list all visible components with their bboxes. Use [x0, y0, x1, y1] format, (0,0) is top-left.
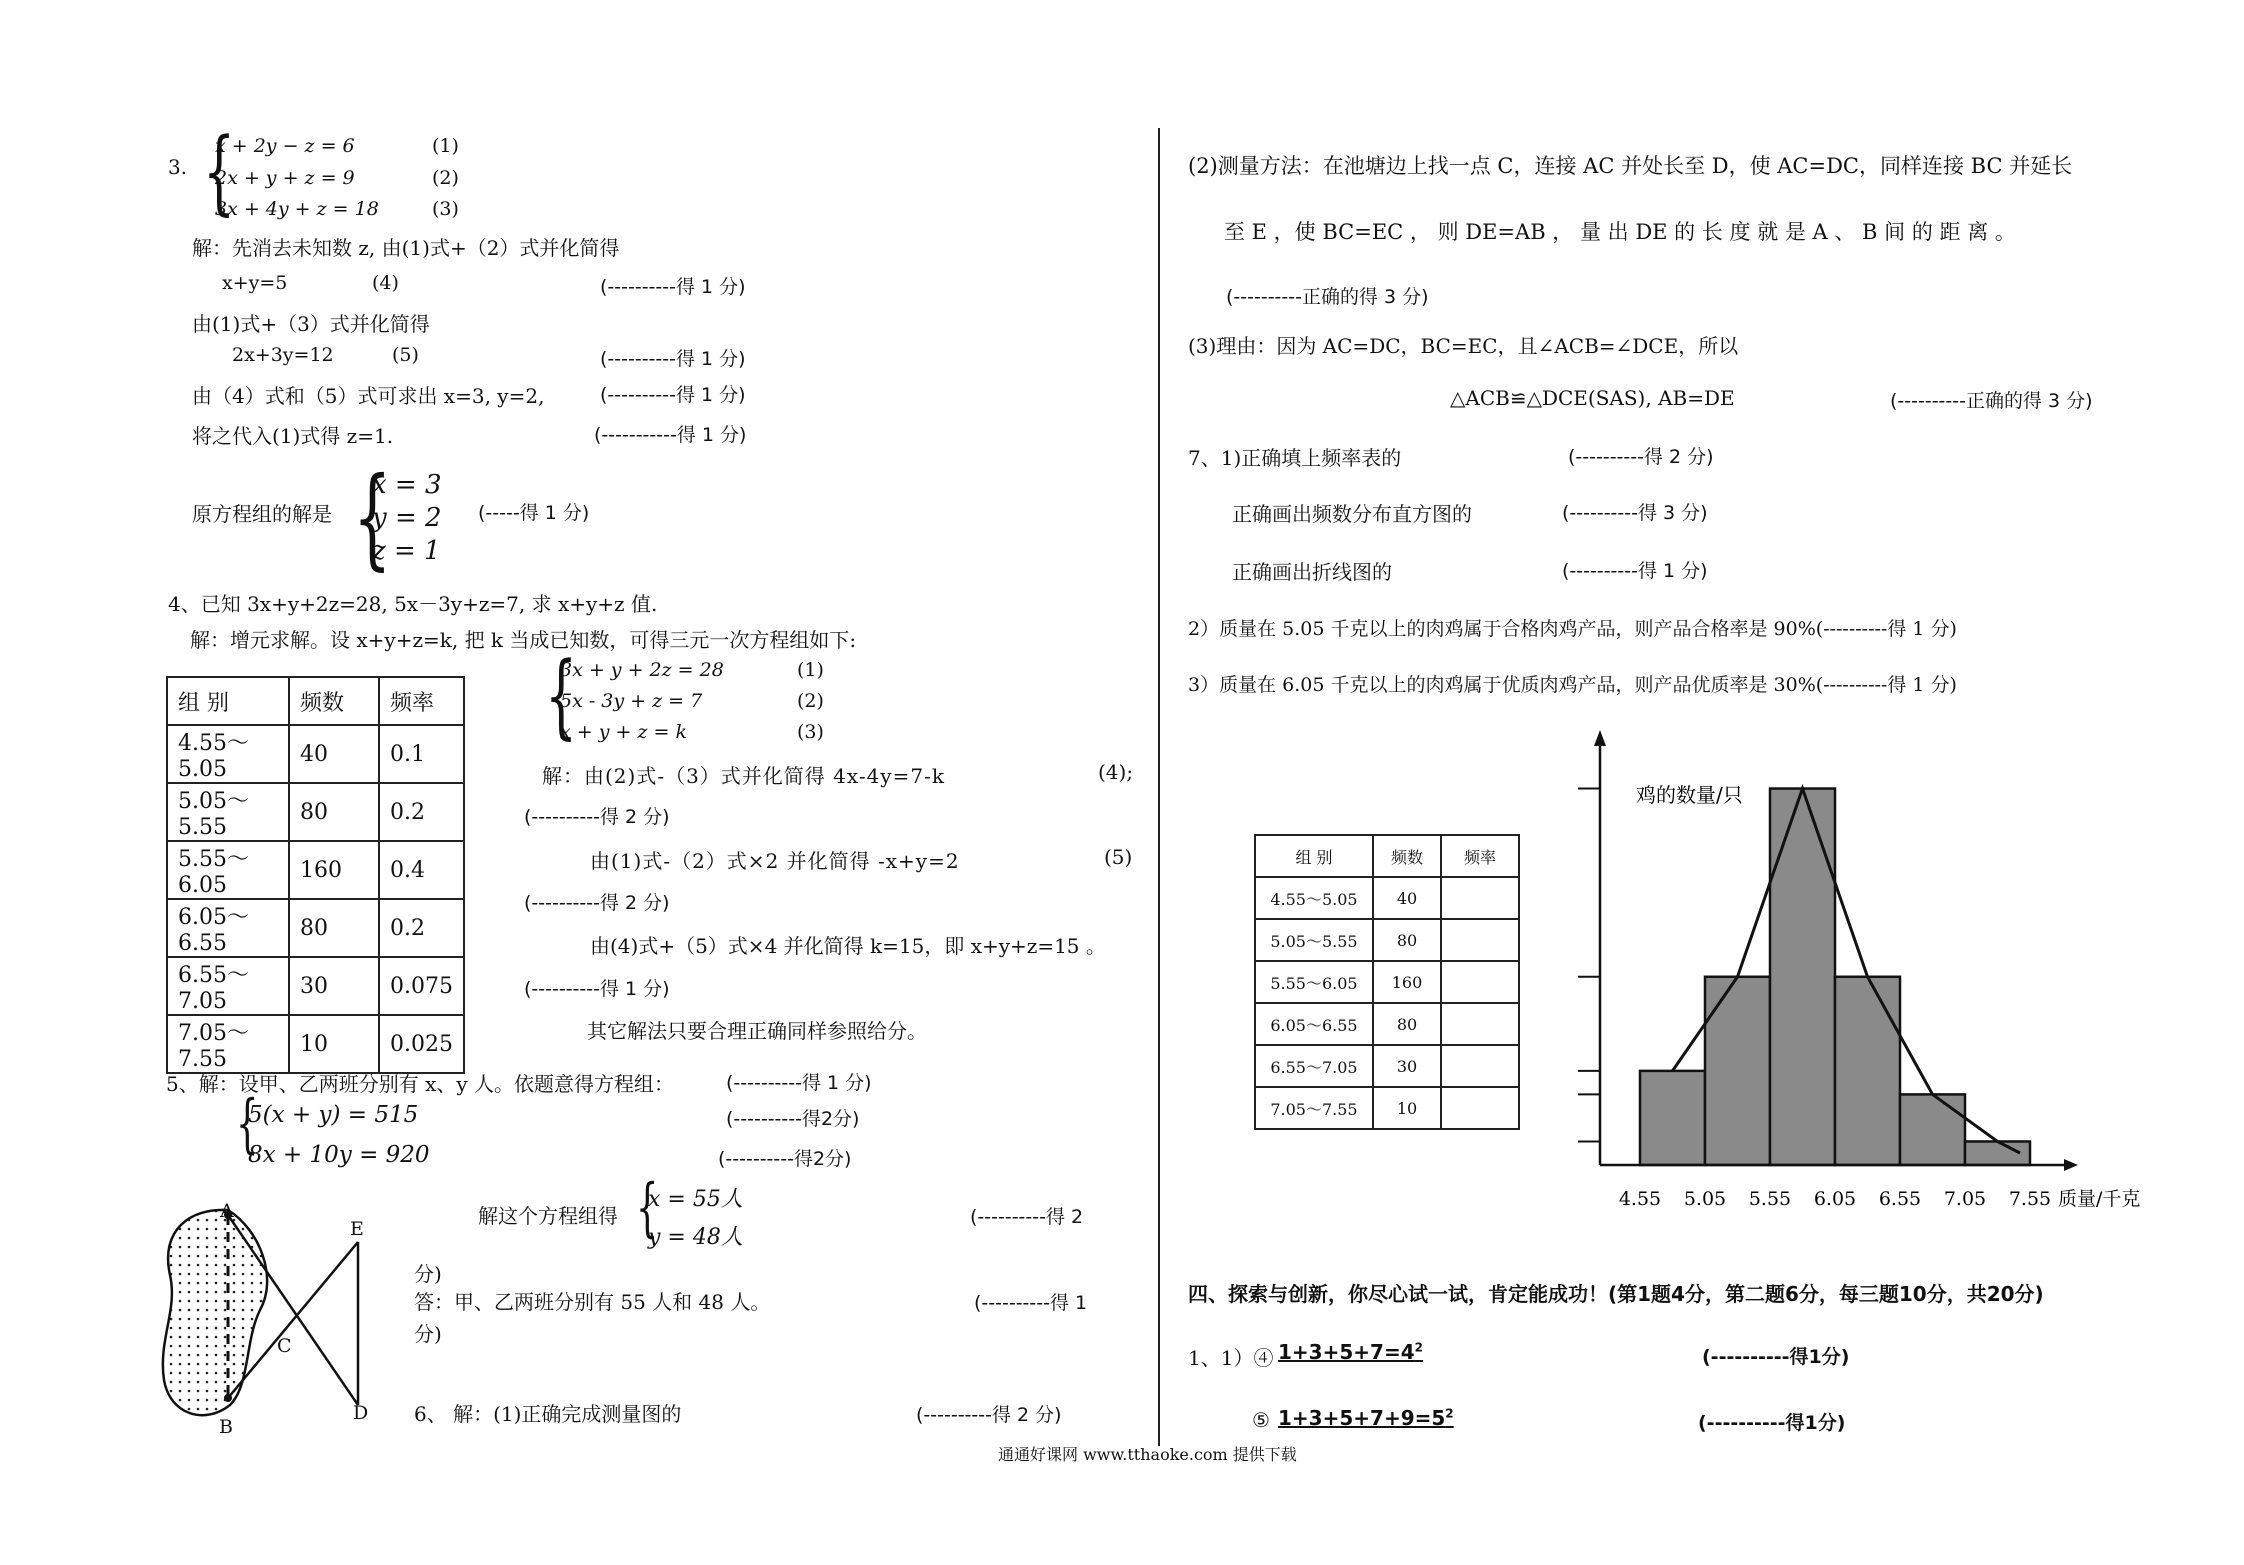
table-cell: 6.55～7.05	[1255, 1045, 1373, 1087]
frequency-table	[166, 676, 465, 1074]
table-row	[167, 899, 464, 957]
solution-line: 3）质量在 6.05 千克以上的肉鸡属于优质肉鸡产品，则产品优质率是 30%(----------得 1 分)	[1188, 674, 1957, 696]
table-cell: 0.025	[379, 1015, 464, 1073]
equation: 2x + y + z = 9	[215, 167, 355, 189]
table-cell: 6.05～6.55	[167, 899, 289, 957]
score-note: (----------得 3 分)	[1562, 502, 1708, 524]
equation-tag: (2)	[797, 690, 824, 712]
table-cell: 5.55～6.05	[167, 841, 289, 899]
point-a-label: A	[220, 1200, 234, 1222]
table-cell: 80	[1373, 919, 1441, 961]
histogram-bar	[1900, 1094, 1965, 1165]
answer-prefix: 1、1）④	[1188, 1346, 1274, 1370]
table-cell: 0.1	[379, 725, 464, 783]
table-cell: 频数	[289, 677, 379, 725]
x-tick-label: 7.05	[1943, 1188, 1987, 1210]
measurement-figure	[150, 1190, 380, 1440]
equation: 5x - 3y + z = 7	[560, 690, 703, 712]
equation-tag: (1)	[797, 659, 824, 681]
histogram-bar	[1965, 1141, 2030, 1165]
table-cell	[1441, 1045, 1519, 1087]
histogram-chart	[1560, 720, 2160, 1220]
point-e-label: E	[350, 1218, 364, 1240]
table-cell: 频率	[379, 677, 464, 725]
score-note: (----------得2分)	[718, 1148, 852, 1170]
point-b-marker	[224, 1394, 232, 1402]
footer-text: 通通好课网 www.tthaoke.com 提供下载	[998, 1445, 1297, 1464]
x-tick-label: 4.55	[1618, 1188, 1662, 1210]
equation: x + 2y − z = 6	[215, 135, 355, 157]
equation-tag: (5)	[1104, 845, 1133, 869]
score-note: (----------得 1	[974, 1292, 1088, 1314]
brace: {	[203, 118, 236, 225]
equation-tag: (3)	[432, 198, 459, 220]
table-header-row	[1255, 835, 1519, 877]
table-cell: 7.05～7.55	[1255, 1087, 1373, 1129]
table-cell: 4.55～5.05	[167, 725, 289, 783]
y-axis-label: 鸡的数量/只	[1636, 783, 1743, 807]
table-cell: 160	[289, 841, 379, 899]
equation-tag: (5)	[392, 344, 419, 366]
solution-line: 分)	[414, 1322, 442, 1346]
solution-line: x+y=5	[222, 272, 288, 294]
section-4-title: 四、探索与创新，你尽心试一试，肯定能成功！(第1题4分，第二题6分，每三题10分，共20分)	[1188, 1282, 2044, 1306]
table-cell	[1441, 1087, 1519, 1129]
solution-line: 由(4)式+（5）式×4 并化简得 k=15，即 x+y+z=15 。	[590, 934, 1106, 958]
solution-line: 其它解法只要合理正确同样参照给分。	[587, 1019, 927, 1043]
score-note: (----------正确的得 3 分)	[1890, 390, 2093, 412]
score-note: (----------得 1 分)	[600, 276, 746, 298]
score-note: (----------得 1 分)	[600, 384, 746, 406]
solution-line: 解：由(2)式-（3）式并化简得 4x-4y=7-k	[542, 764, 945, 788]
equation: x + y + z = k	[560, 721, 687, 743]
histogram-bar	[1640, 1071, 1705, 1165]
table-cell: 6.05～6.55	[1255, 1003, 1373, 1045]
histogram-bar	[1770, 789, 1835, 1165]
table-row	[167, 725, 464, 783]
score-note: (-----------得 1 分)	[594, 424, 747, 446]
solution-line: (2)测量方法：在池塘边上找一点 C，连接 AC 并处长至 D，使 AC=DC，同样连接 BC 并延长	[1188, 154, 2073, 178]
score-note: (----------得 1 分)	[726, 1072, 872, 1094]
y-axis-arrow	[1594, 730, 1606, 746]
solution-line: 正确画出频数分布直方图的	[1232, 502, 1472, 526]
table-cell: 160	[1373, 961, 1441, 1003]
solution-line: 正确画出折线图的	[1232, 560, 1392, 584]
question-3-number: 3.	[168, 155, 188, 179]
solution-line: 2）质量在 5.05 千克以上的肉鸡属于合格肉鸡产品，则产品合格率是 90%(----------得 1 分)	[1188, 618, 1957, 640]
x-axis-label: 质量/千克	[2058, 1188, 2141, 1210]
table-cell: 组 别	[1255, 835, 1373, 877]
table-cell: 30	[289, 957, 379, 1015]
score-note: (----------得 2 分)	[524, 892, 670, 914]
table-row	[167, 957, 464, 1015]
solution-line: 由（4）式和（5）式可求出 x=3, y=2,	[192, 384, 545, 408]
table-cell: 频数	[1373, 835, 1441, 877]
equation-tag: (2)	[432, 167, 459, 189]
table-cell: 80	[1373, 1003, 1441, 1045]
table-row	[1255, 1087, 1519, 1129]
table-cell: 30	[1373, 1045, 1441, 1087]
score-note: (----------得 1 分)	[524, 978, 670, 1000]
solution-line: 至 E ，使 BC=EC ， 则 DE=AB ， 量 出 DE 的 长 度 就 是 A 、 B 间 的 距 离 。	[1224, 220, 2016, 244]
question-6-title: 6、 解：(1)正确完成测量图的	[414, 1402, 682, 1426]
table-cell: 80	[289, 783, 379, 841]
score-note: (----------得 2 分)	[524, 806, 670, 828]
column-divider	[1158, 128, 1160, 1446]
answer-line: 答：甲、乙两班分别有 55 人和 48 人。	[414, 1290, 771, 1314]
equation-tag: (3)	[797, 721, 824, 743]
question-7-title: 7、1)正确填上频率表的	[1188, 446, 1402, 470]
table-cell: 10	[289, 1015, 379, 1073]
x-axis-arrow	[2064, 1159, 2078, 1171]
solution-line: 解：增元求解。设 x+y+z=k, 把 k 当成已知数，可得三元一次方程组如下:	[190, 628, 857, 652]
table-cell: 80	[289, 899, 379, 957]
solution-value: x = 3	[372, 470, 442, 500]
score-note: (----------得 2 分)	[916, 1404, 1062, 1426]
x-tick-label: 5.55	[1748, 1188, 1792, 1210]
table-header-row	[167, 677, 464, 725]
equation-tag: (4)	[372, 272, 399, 294]
solution-value: x = 55人	[648, 1187, 743, 1212]
brace: {	[545, 642, 578, 749]
score-note: (----------得1分)	[1702, 1346, 1850, 1368]
brace: {	[636, 1171, 659, 1245]
table-cell: 5.05～5.55	[167, 783, 289, 841]
table-cell: 10	[1373, 1087, 1441, 1129]
answer-equation: $1+3+5+7+9=5^2$	[1278, 1406, 1454, 1430]
table-cell	[1441, 961, 1519, 1003]
answer-prefix: ⑤	[1252, 1408, 1270, 1432]
histogram-bar	[1705, 977, 1770, 1165]
equation: 5(x + y) = 515	[248, 1102, 419, 1128]
table-cell	[1441, 919, 1519, 961]
table-row	[1255, 919, 1519, 961]
x-tick-label: 7.55	[2008, 1188, 2052, 1210]
frequency-table-blank	[1254, 834, 1520, 1130]
point-d-label: D	[353, 1402, 369, 1424]
table-row	[1255, 1045, 1519, 1087]
score-note: (----------得2分)	[726, 1108, 860, 1130]
solution-value: y = 2	[372, 503, 442, 533]
brace: {	[353, 453, 392, 581]
point-c-label: C	[277, 1335, 292, 1357]
table-cell: 0.075	[379, 957, 464, 1015]
point-b-label: B	[219, 1416, 233, 1438]
table-row	[167, 1015, 464, 1073]
score-note: (----------得1分)	[1698, 1412, 1846, 1434]
table-row	[167, 841, 464, 899]
score-note: (-----得 1 分)	[478, 502, 590, 524]
table-cell: 0.2	[379, 899, 464, 957]
table-cell: 7.05～7.55	[167, 1015, 289, 1073]
solution-line: 解这个方程组得	[478, 1204, 618, 1228]
solution-line: 由(1)式-（2）式×2 并化简得 -x+y=2	[590, 849, 960, 873]
table-cell: 组 别	[167, 677, 289, 725]
solution-line: (3)理由：因为 AC=DC，BC=EC，且∠ACB=∠DCE，所以	[1188, 334, 1739, 358]
brace: {	[236, 1087, 259, 1161]
score-note: (----------得 2	[970, 1206, 1084, 1228]
score-note: (----------得 2 分)	[1568, 446, 1714, 468]
equation: 3x + y + 2z = 28	[560, 659, 724, 681]
table-row	[1255, 961, 1519, 1003]
table-cell: 5.55～6.05	[1255, 961, 1373, 1003]
x-tick-label: 6.55	[1878, 1188, 1922, 1210]
score-note: (----------正确的得 3 分)	[1226, 286, 1429, 308]
table-cell: 频率	[1441, 835, 1519, 877]
table-cell	[1441, 1003, 1519, 1045]
solution-value: y = 48人	[648, 1225, 743, 1250]
table-row	[1255, 1003, 1519, 1045]
question-5-title: 5、解：设甲、乙两班分别有 x、y 人。依题意得方程组：	[166, 1072, 675, 1096]
equation-tag: (4);	[1098, 760, 1134, 784]
congruence-statement: △ACB≌△DCE(SAS), AB=DE	[1450, 386, 1735, 410]
x-tick-label: 5.05	[1683, 1188, 1727, 1210]
histogram-bar	[1835, 977, 1900, 1165]
table-row	[167, 783, 464, 841]
answer-equation: $1+3+5+7=4^2$	[1278, 1340, 1423, 1364]
x-tick-label: 6.05	[1813, 1188, 1857, 1210]
solution-line: 由(1)式+（3）式并化简得	[192, 312, 430, 336]
table-cell: 0.2	[379, 783, 464, 841]
pond-outline	[163, 1210, 267, 1415]
question-4-title: 4、已知 3x+y+2z=28, 5x－3y+z=7, 求 x+y+z 值.	[168, 592, 658, 616]
score-note: (----------得 1 分)	[600, 348, 746, 370]
solution-line: 2x+3y=12	[232, 344, 334, 366]
score-note: (----------得 1 分)	[1562, 560, 1708, 582]
table-cell: 40	[289, 725, 379, 783]
table-cell: 40	[1373, 877, 1441, 919]
solution-line: 分)	[414, 1262, 442, 1286]
equation: 3x + 4y + z = 18	[215, 198, 379, 220]
equation-tag: (1)	[432, 135, 459, 157]
solution-line: 将之代入(1)式得 z=1.	[192, 424, 394, 448]
solution-line: 解：先消去未知数 z, 由(1)式+（2）式并化简得	[192, 236, 620, 260]
table-cell: 5.05～5.55	[1255, 919, 1373, 961]
solution-line: 原方程组的解是	[192, 502, 332, 526]
table-row	[1255, 877, 1519, 919]
solution-value: z = 1	[372, 536, 441, 566]
table-cell: 4.55～5.05	[1255, 877, 1373, 919]
table-cell: 6.55～7.05	[167, 957, 289, 1015]
table-cell	[1441, 877, 1519, 919]
table-cell: 0.4	[379, 841, 464, 899]
equation: 8x + 10y = 920	[248, 1142, 430, 1168]
